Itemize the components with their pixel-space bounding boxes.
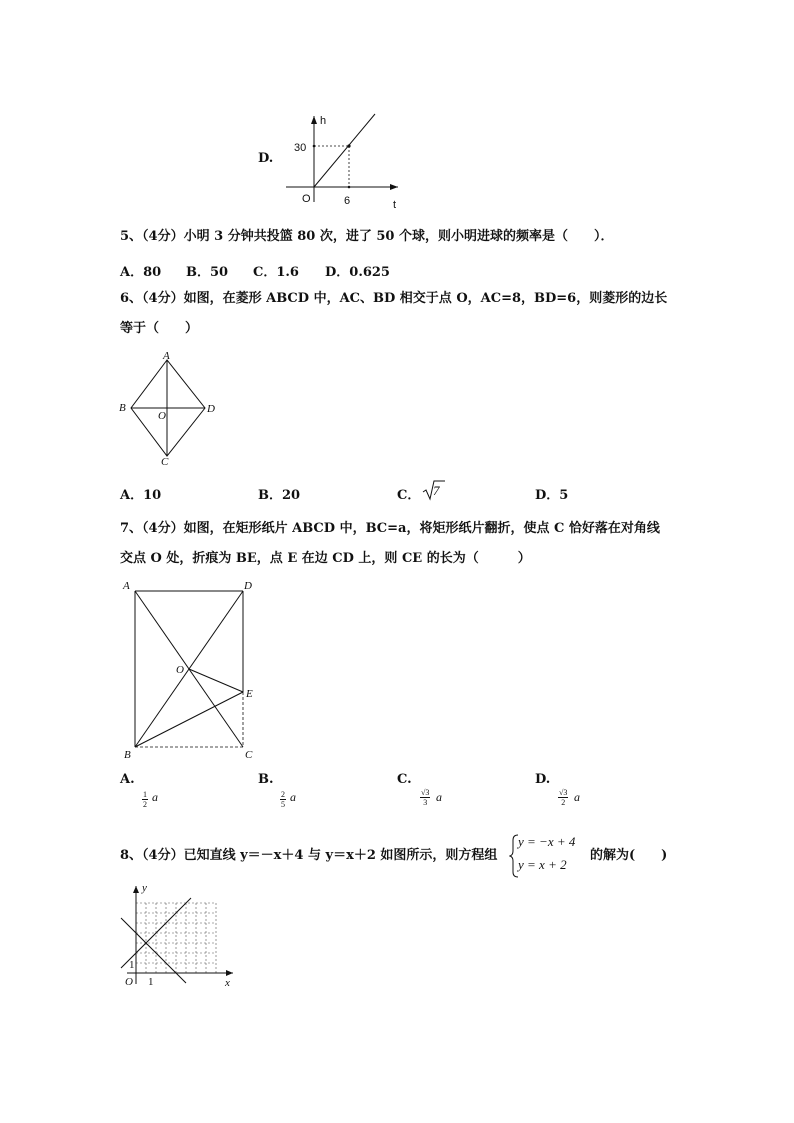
q8-x-axis-label: x bbox=[225, 977, 230, 989]
q7-stem-line2: 交点 O 处，折痕为 BE，点 E 在边 CD 上，则 CE 的长为（ ） bbox=[120, 551, 531, 566]
q8-y-axis-label: y bbox=[142, 882, 147, 894]
q4-option-d-graph bbox=[280, 110, 410, 210]
q4-y-tick-label: 30 bbox=[294, 142, 307, 154]
q7-label-e: E bbox=[246, 688, 253, 700]
q6-option-b: B．20 bbox=[258, 488, 301, 503]
q7-option-b-num: 2 bbox=[281, 790, 285, 799]
q8-system-eq1: y = −x + 4 bbox=[518, 834, 576, 849]
q6-label-c: C bbox=[161, 456, 169, 468]
q7-fold-be bbox=[135, 692, 243, 747]
q7-label-a: A bbox=[123, 580, 130, 592]
q8-x-arrow-icon bbox=[226, 970, 233, 976]
q6-option-c-radicand: 7 bbox=[433, 483, 440, 498]
q4-y-axis-label: h bbox=[320, 115, 327, 127]
q7-option-a-var: a bbox=[152, 790, 158, 804]
q6-label-b: B bbox=[119, 402, 126, 414]
q7-option-b-var: a bbox=[290, 790, 296, 804]
q6-option-c: C． bbox=[397, 488, 421, 503]
q8-stem-part2: 的解为( ) bbox=[590, 848, 668, 863]
q8-stem-part1: 8、（4分）已知直线 y＝－x＋4 与 y＝x＋2 如图所示，则方程组 bbox=[120, 848, 498, 863]
q8-origin-label: O bbox=[125, 976, 133, 988]
q4-x-tick-dot bbox=[348, 186, 351, 189]
q7-option-d-var: a bbox=[574, 790, 580, 804]
q7-option-c-den: 3 bbox=[423, 798, 428, 807]
q8-graph bbox=[113, 880, 243, 992]
q7-option-b-fraction bbox=[280, 790, 286, 809]
q4-y-arrow-icon bbox=[311, 116, 317, 124]
q7-option-d-letter: D. bbox=[535, 772, 551, 787]
q5-option-b: B．50 bbox=[186, 265, 229, 280]
q7-label-o: O bbox=[176, 664, 184, 676]
q7-option-d-fraction bbox=[558, 788, 568, 807]
q7-label-c: C bbox=[245, 749, 253, 761]
q4-y-tick-dot bbox=[313, 145, 316, 148]
q7-stem-line1: 7、（4分）如图，在矩形纸片 ABCD 中，BC=a，将矩形纸片翻折，使点 C 恰好落在对角线 bbox=[120, 521, 660, 536]
q7-option-d-den: 2 bbox=[561, 798, 566, 807]
q6-stem-line2: 等于（ ） bbox=[120, 321, 199, 336]
q7-option-a-fraction bbox=[142, 790, 148, 809]
q5-option-a: A．80 bbox=[120, 265, 162, 280]
q6-rhombus-figure bbox=[115, 348, 225, 470]
q4-x-tick-label: 6 bbox=[344, 195, 351, 207]
q4-origin-label: O bbox=[302, 193, 311, 205]
q8-y-arrow-icon bbox=[133, 886, 139, 893]
q7-option-d-num: √3 bbox=[559, 788, 568, 797]
q6-label-d: D bbox=[207, 403, 215, 415]
q7-option-c-var: a bbox=[436, 790, 442, 804]
q7-option-a-num: 1 bbox=[143, 790, 147, 799]
q7-option-c-num: √3 bbox=[421, 788, 430, 797]
q4-x-arrow-icon bbox=[390, 184, 398, 190]
q7-option-a-den: 2 bbox=[143, 800, 147, 809]
q7-option-b-letter: B. bbox=[258, 772, 274, 787]
q6-label-o: O bbox=[158, 410, 166, 422]
q6-label-a: A bbox=[163, 350, 170, 362]
q6-stem-line1: 6、（4分）如图，在菱形 ABCD 中，AC、BD 相交于点 O，AC=8，BD=6，则菱形的边长 bbox=[120, 291, 668, 306]
q7-option-b-den: 5 bbox=[281, 800, 285, 809]
q5-option-c: C．1.6 bbox=[253, 265, 299, 280]
q4-option-d-label: D. bbox=[258, 151, 274, 166]
q4-x-axis-label: t bbox=[393, 199, 397, 210]
q8-system-eq2: y = x + 2 bbox=[518, 857, 567, 872]
q6-option-d: D．5 bbox=[535, 488, 569, 503]
q7-option-c-letter: C. bbox=[397, 772, 412, 787]
q7-option-a-letter: A. bbox=[120, 772, 135, 787]
q7-option-c-fraction bbox=[420, 788, 430, 807]
q6-option-a: A．10 bbox=[120, 488, 162, 503]
q8-y-tick-label: 1 bbox=[129, 959, 135, 971]
q8-x-tick-label: 1 bbox=[148, 976, 154, 988]
q7-rectangle-figure bbox=[115, 576, 265, 766]
q5-option-d: D．0.625 bbox=[325, 265, 390, 280]
q5-stem: 5、（4分）小明 3 分钟共投篮 80 次，进了 50 个球，则小明进球的频率是（ ）． bbox=[120, 229, 614, 244]
q7-label-d: D bbox=[244, 580, 252, 592]
q4-point bbox=[347, 144, 350, 147]
q7-label-b: B bbox=[124, 749, 131, 761]
